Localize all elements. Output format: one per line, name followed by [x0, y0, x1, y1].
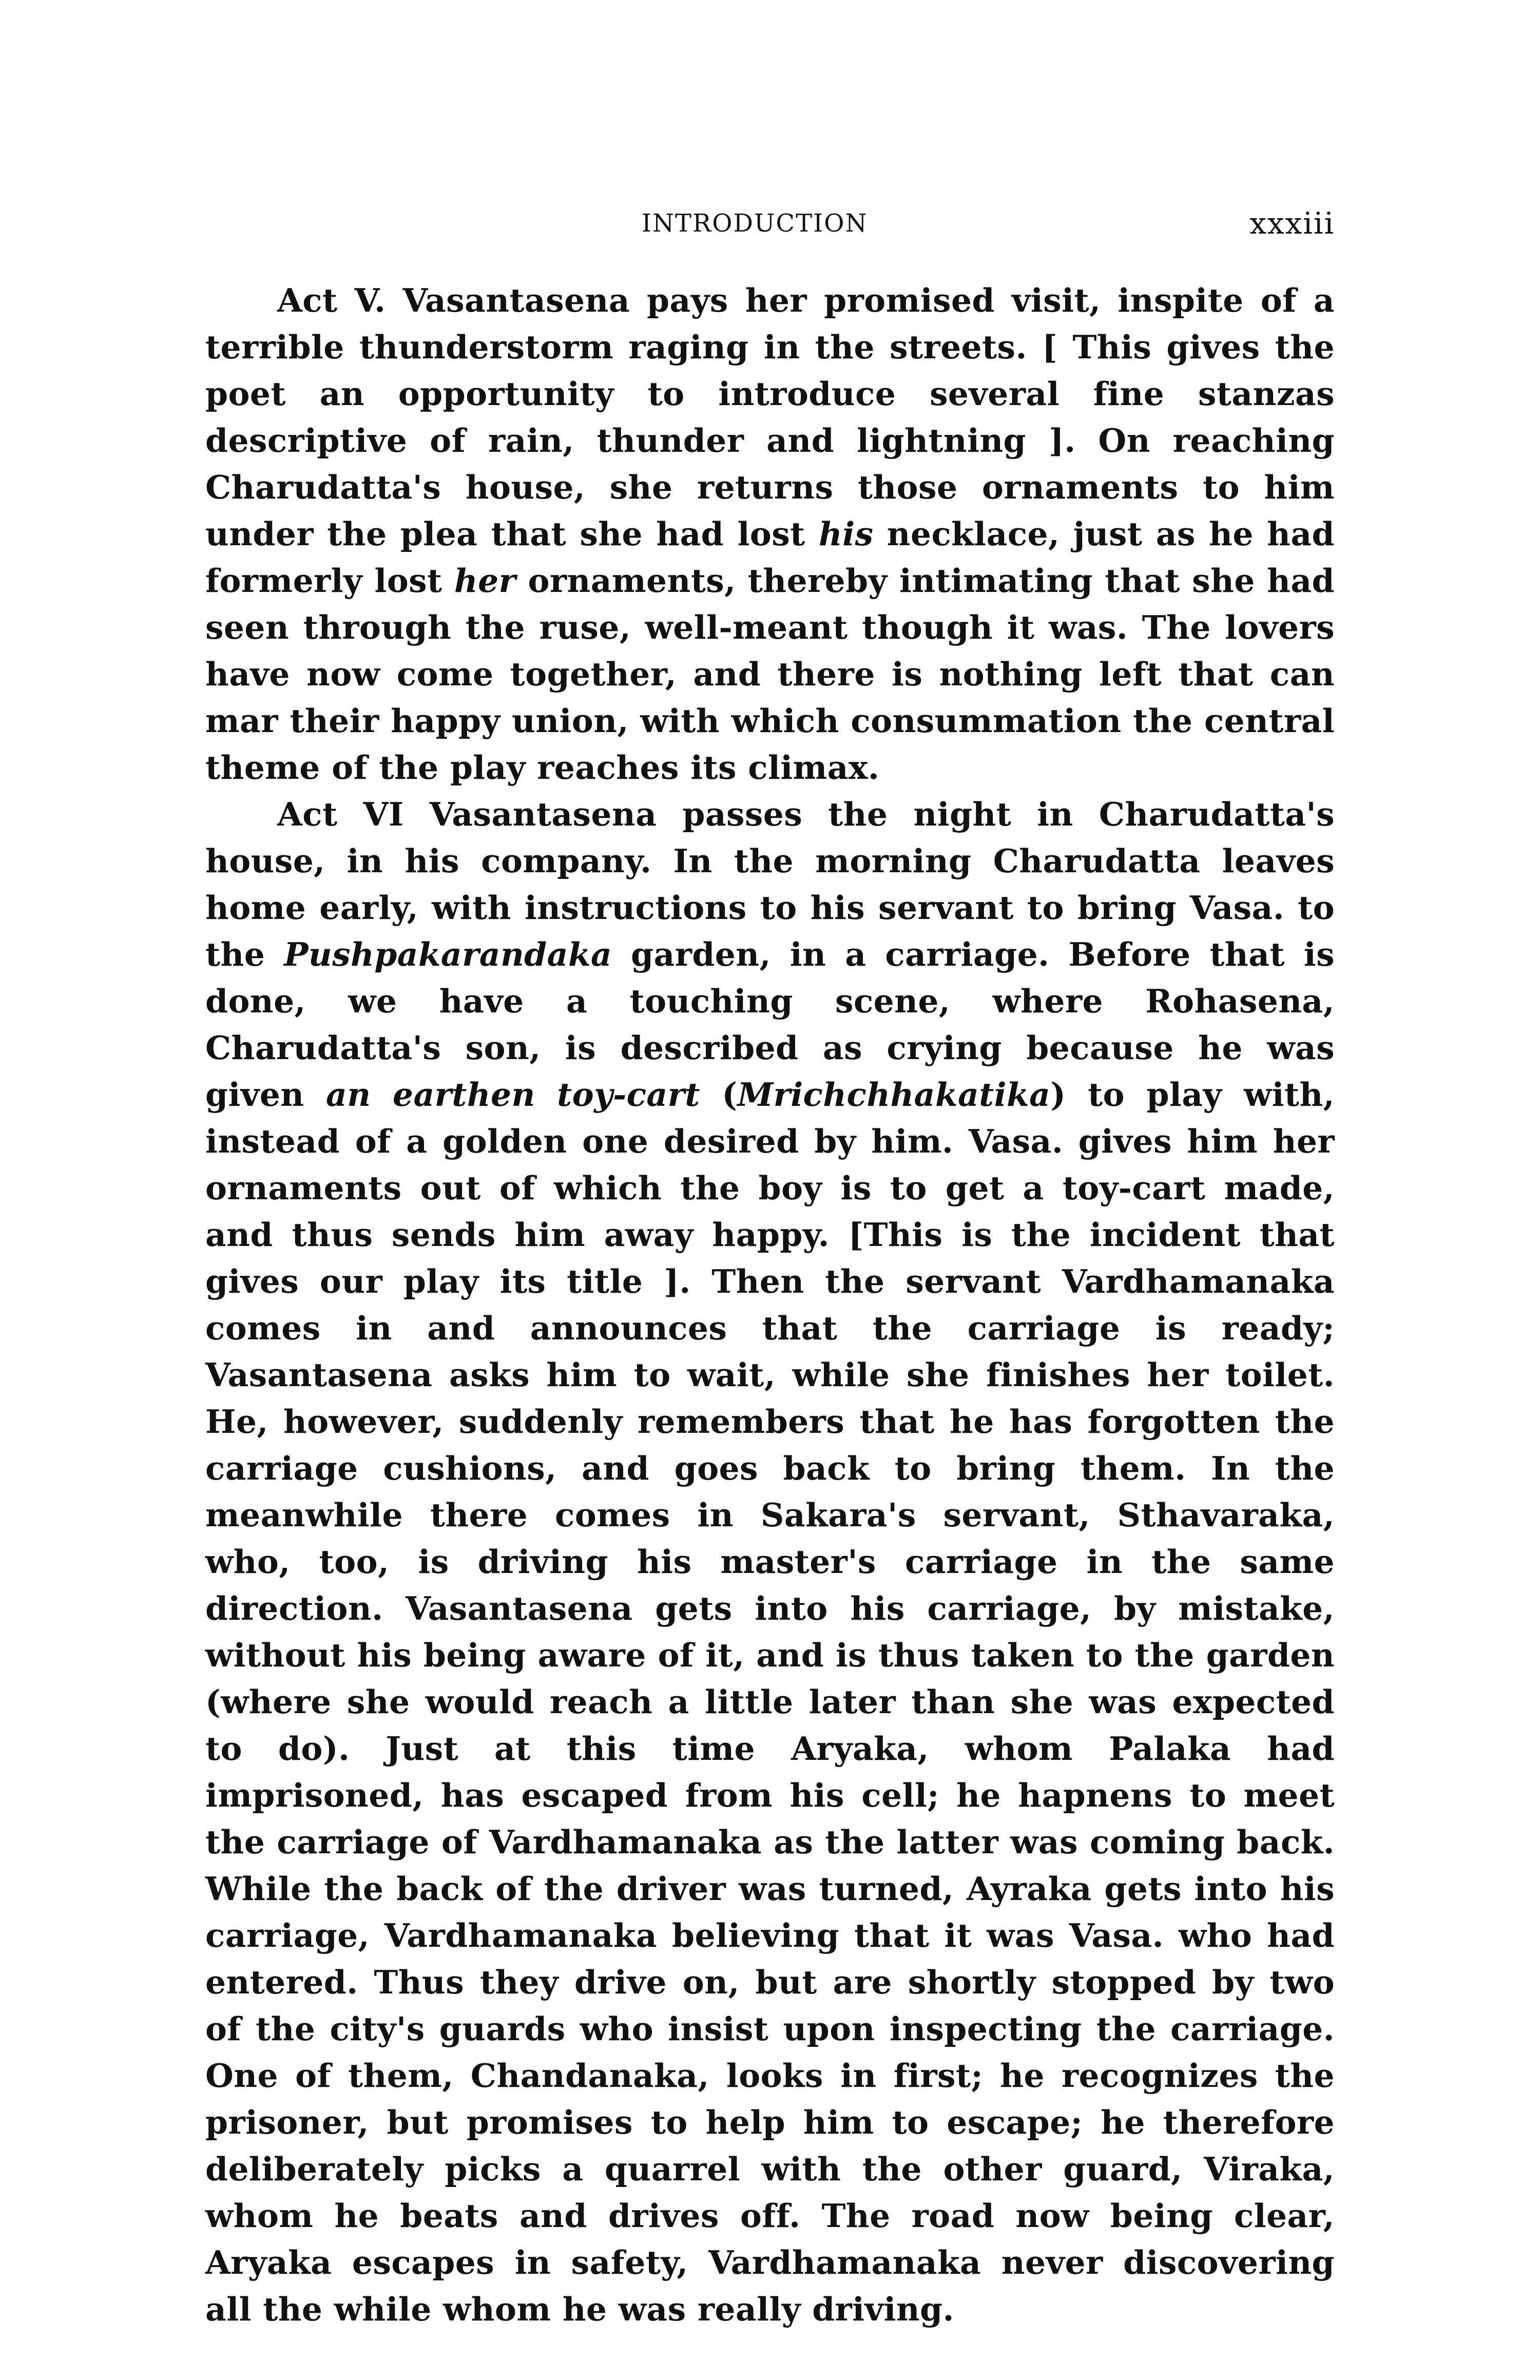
- paragraph-act-v: [205, 277, 1335, 791]
- act-v-emphasis-his: his: [818, 515, 874, 553]
- act-v-emphasis-her: her: [454, 562, 516, 600]
- act-vi-text-2: garden, in a carriage. Before that is done, we have a touching scene, where Rohasena, Charudatta's son, is described as crying because he was given: [205, 935, 1335, 1114]
- act-vi-text-3: (: [700, 1076, 738, 1114]
- page-number: xxxiii: [1249, 206, 1335, 241]
- act-vi-emphasis-garden: Pushpakarandaka: [284, 935, 612, 973]
- act-v-text-3: ornaments, thereby intimating that she had seen through the ruse, well-meant though it was. The lovers have now come together, and there is nothing left that can mar their happy union, with which consummation the central theme of the play reaches its climax.: [205, 562, 1335, 786]
- act-v-label: Act V.: [277, 281, 386, 319]
- act-vi-text-4: ) to play with, instead of a golden one desired by him. Vasa. gives him her ornaments out of which the boy is to get a toy-cart made, and thus sends him away happy. [This is the incident that gives our play its title ]. Then the servant Vardhamanaka comes in and announces that the carriage is ready; Vasantasena asks him to wait, while she finishes her toilet. He, however, suddenly remembers that he has forgotten the carriage cushions, and goes back to bring them. In the meanwhile there comes in Sakara's servant, Sthavaraka, who, too, is driving his master's carriage in the same direction. Vasantasena gets into his carriage, by mistake, without his being aware of it, and is thus taken to the garden (where she would reach a little later than she was expected to do). Just at this time Aryaka, whom Palaka had imprisoned, has escaped from his cell; he hapnens to meet the carriage of Vardhamanaka as the latter was coming back. While the back of the driver was turned, Ayraka gets into his carriage, Vardhamanaka believing that it was Vasa. who had entered. Thus they drive on, but are shortly stopped by two of the city's guards who insist upon inspecting the carriage. One of them, Chandanaka, looks in first; he recognizes the prisoner, but promises to help him to escape; he therefore deliberately picks a quarrel with the other guard, Viraka, whom he beats and drives off. The road now being clear, Aryaka escapes in safety, Vardhamanaka never discovering all the while whom he was really driving.: [205, 1076, 1335, 2328]
- act-vi-emphasis-title: Mrichchhakatika: [737, 1076, 1051, 1114]
- act-v-text-1: Vasantasena pays her promised visit, inspite of a terrible thunderstorm raging in the streets. [ This gives the poet an opportunity to introduce several fine stanzas descriptive of rain, thunder and lightning ]. On reaching Charudatta's house, she returns those ornaments to him under the plea that she had lost: [205, 281, 1335, 553]
- body-text: [205, 277, 1335, 2328]
- running-head: [205, 205, 1335, 241]
- paragraph-act-vi: [205, 791, 1335, 2333]
- running-title: INTRODUCTION: [642, 209, 868, 238]
- act-vi-label: Act VI: [277, 795, 404, 833]
- act-v-text-2: necklace, just as he had formerly lost: [205, 515, 1335, 600]
- act-vi-emphasis-toy-cart: an earthen toy-cart: [326, 1076, 700, 1114]
- act-vi-text-1: Vasantasena passes the night in Charudatta's house, in his company. In the morning Charudatta leaves home early, with instructions to his servant to bring Vasa. to the: [205, 795, 1335, 973]
